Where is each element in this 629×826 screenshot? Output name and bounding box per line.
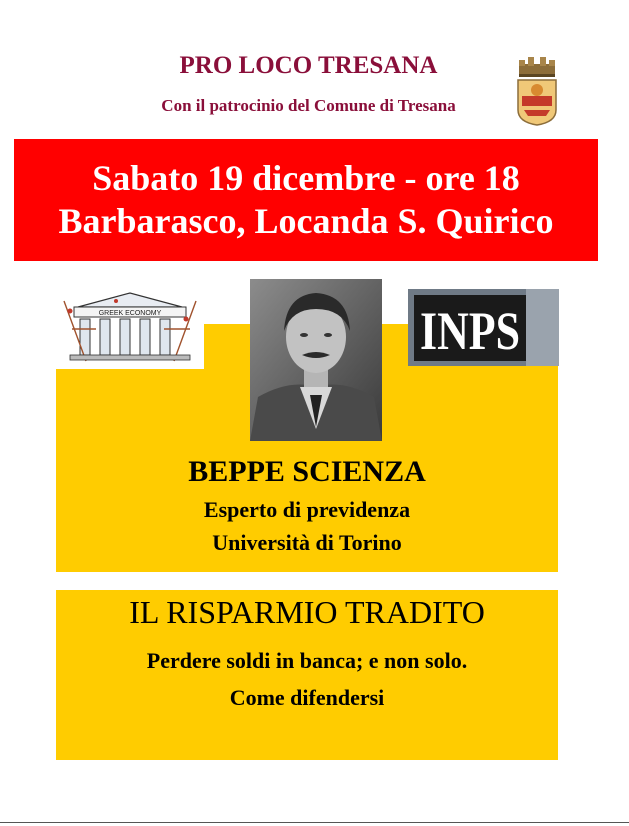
event-venue: Barbarasco, Locanda S. Quirico [58,201,554,241]
inps-sign-text: INPS [420,301,520,361]
inps-sign-image [408,289,559,366]
speaker-name: BEPPE SCIENZA [188,455,426,488]
speaker-portrait-image [250,279,382,441]
topic-subtitle-line-1: Perdere soldi in banca; e non solo. [146,648,468,673]
event-banner [14,139,598,261]
greek-economy-cartoon-text: GREEK ECONOMY [98,310,162,317]
topic-subtitle-line-2: Come difendersi [229,685,385,710]
event-date-time: Sabato 19 dicembre - ore 18 [92,158,520,198]
topic-title: IL RISPARMIO TRADITO [129,594,485,630]
municipal-crest-icon [516,54,558,126]
speaker-role: Esperto di previdenza [203,497,411,522]
patronage-line: Con il patrocinio del Comune di Tresana [161,96,456,115]
speaker-affiliation: Università di Torino [212,530,402,555]
greek-economy-cartoon-image [56,289,204,369]
organization-title: PRO LOCO TRESANA [179,52,438,79]
footer-divider [0,822,629,823]
